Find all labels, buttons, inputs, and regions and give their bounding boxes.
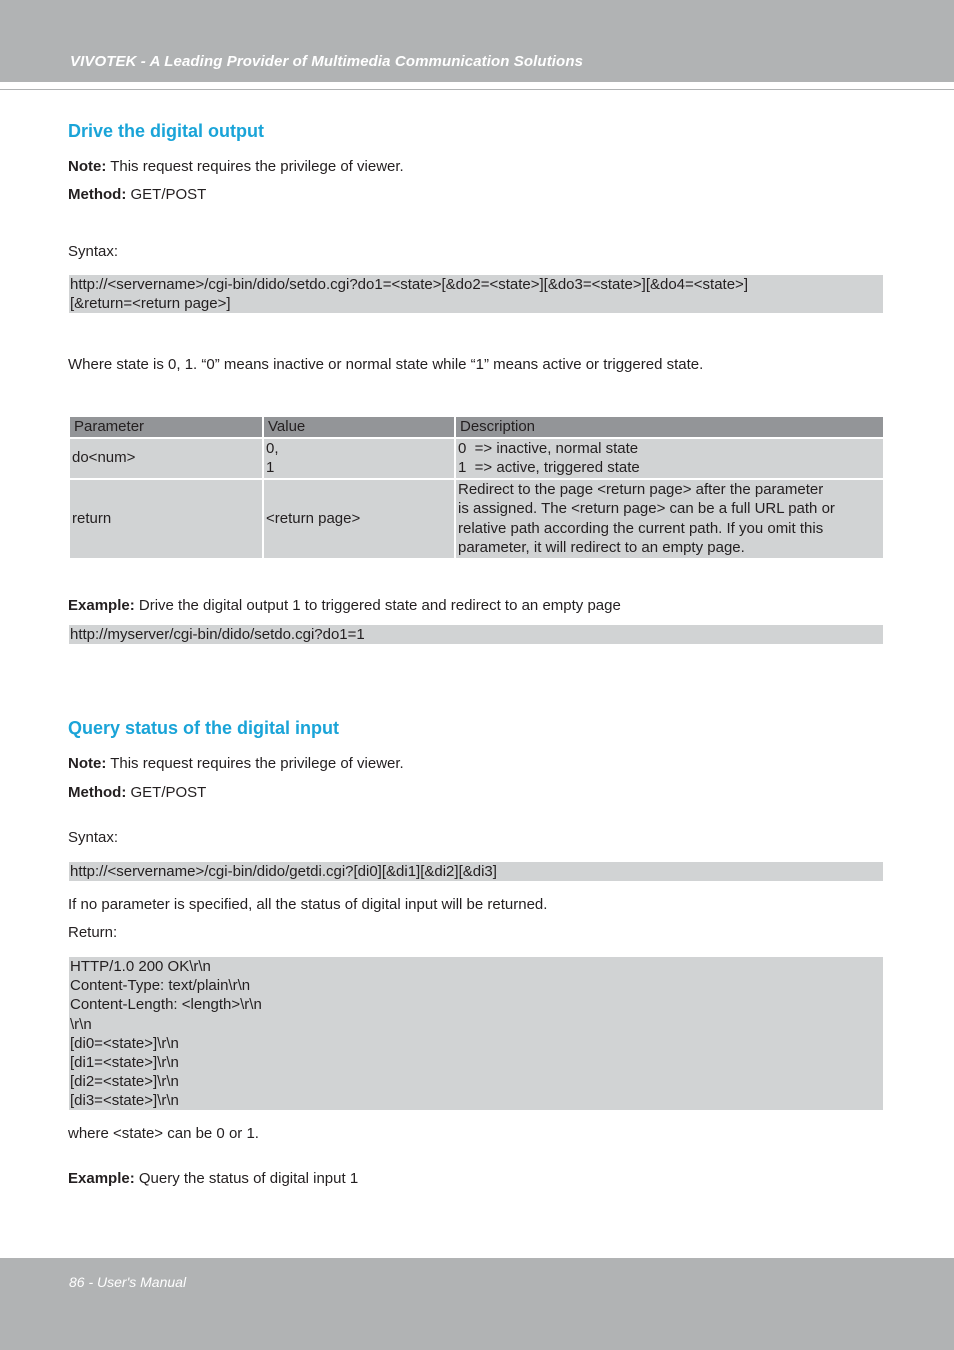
return-line: [di1=<state>]\r\n (70, 1054, 179, 1072)
value-cell: <return page> (264, 480, 454, 558)
syntax-label: Syntax: (68, 829, 119, 846)
description-cell (456, 439, 883, 478)
section-title-query-digital-input: Query status of the digital input (68, 718, 340, 738)
return-line: \r\n (70, 1015, 92, 1033)
method-label: Method: (68, 186, 127, 203)
value-line: 1 (266, 459, 275, 476)
syntax-line: http://<servername>/cgi-bin/dido/getdi.cgi?[di0][&di1][&di2][&di3] (70, 863, 497, 880)
value-cell (264, 439, 454, 478)
no-parameter-note: If no parameter is specified, all the status of digital input will be returned. (68, 896, 548, 913)
return-line: [di0=<state>]\r\n (70, 1034, 179, 1052)
section-title-drive-digital-output: Drive the digital output (68, 121, 264, 141)
header-title: VIVOTEK - A Leading Provider of Multimedia Communication Solutions (70, 53, 584, 70)
method-label: Method: (68, 784, 127, 801)
return-line: [di3=<state>]\r\n (70, 1092, 179, 1110)
column-header-value: Value (264, 417, 454, 437)
syntax-line: [&return=<return page>] (70, 295, 231, 313)
note-label: Note: (68, 158, 107, 175)
method-text: GET/POST (126, 784, 207, 801)
example-label: Example: (68, 597, 135, 614)
note-label: Note: (68, 755, 107, 772)
page-number: 86 - User's Manual (69, 1274, 187, 1290)
state-values-note: where <state> can be 0 or 1. (68, 1125, 259, 1142)
table-row (70, 439, 883, 478)
return-label: Return: (68, 924, 118, 941)
description-line: relative path according the current path. If you omit this (458, 519, 824, 537)
table-header-row (70, 417, 883, 437)
description-line: 0 => inactive, normal state (458, 439, 639, 457)
syntax-line: http://<servername>/cgi-bin/dido/setdo.cgi?do1=<state>[&do2=<state>][&do3=<state>][&do4=<state>] (70, 276, 748, 293)
description-line: parameter, it will redirect to an empty page. (458, 539, 745, 556)
state-description: Where state is 0, 1. “0” means inactive or normal state while “1” means active or triggered state. (68, 356, 704, 373)
example-line (68, 596, 621, 615)
return-line: [di2=<state>]\r\n (70, 1073, 179, 1091)
syntax-label: Syntax: (68, 243, 119, 260)
note-text: This request requires the privilege of viewer. (106, 158, 404, 175)
method-line (68, 185, 206, 204)
value-line: 0, (266, 439, 279, 457)
return-line: Content-Length: <length>\r\n (70, 996, 262, 1014)
column-header-description: Description (456, 417, 883, 437)
note-line (68, 754, 404, 773)
return-code-block (69, 957, 883, 1110)
note-text: This request requires the privilege of viewer. (106, 755, 404, 772)
description-cell (456, 480, 883, 558)
param-cell: return (70, 480, 262, 558)
note-line (68, 157, 404, 176)
method-line (68, 783, 206, 802)
description-line: Redirect to the page <return page> after the parameter (458, 480, 824, 498)
method-text: GET/POST (126, 186, 207, 203)
page-header (0, 0, 954, 82)
parameter-table (68, 415, 885, 560)
syntax-code-block (69, 275, 883, 313)
syntax-code-block (69, 862, 883, 881)
example-code-block (69, 625, 883, 644)
example-url: http://myserver/cgi-bin/dido/setdo.cgi?do1=1 (70, 626, 365, 643)
param-cell: do<num> (70, 439, 262, 478)
example-text: Query the status of digital input 1 (134, 1170, 359, 1187)
header-divider (0, 89, 954, 90)
page-footer (0, 1258, 954, 1350)
return-line: Content-Type: text/plain\r\n (70, 977, 251, 995)
example-line (68, 1169, 358, 1188)
description-line: 1 => active, triggered state (458, 459, 640, 476)
example-text: Drive the digital output 1 to triggered state and redirect to an empty page (134, 597, 621, 614)
description-line: is assigned. The <return page> can be a full URL path or (458, 500, 835, 517)
return-line: HTTP/1.0 200 OK\r\n (70, 958, 211, 975)
column-header-parameter: Parameter (70, 417, 262, 437)
table-row (70, 480, 883, 558)
example-label: Example: (68, 1170, 135, 1187)
